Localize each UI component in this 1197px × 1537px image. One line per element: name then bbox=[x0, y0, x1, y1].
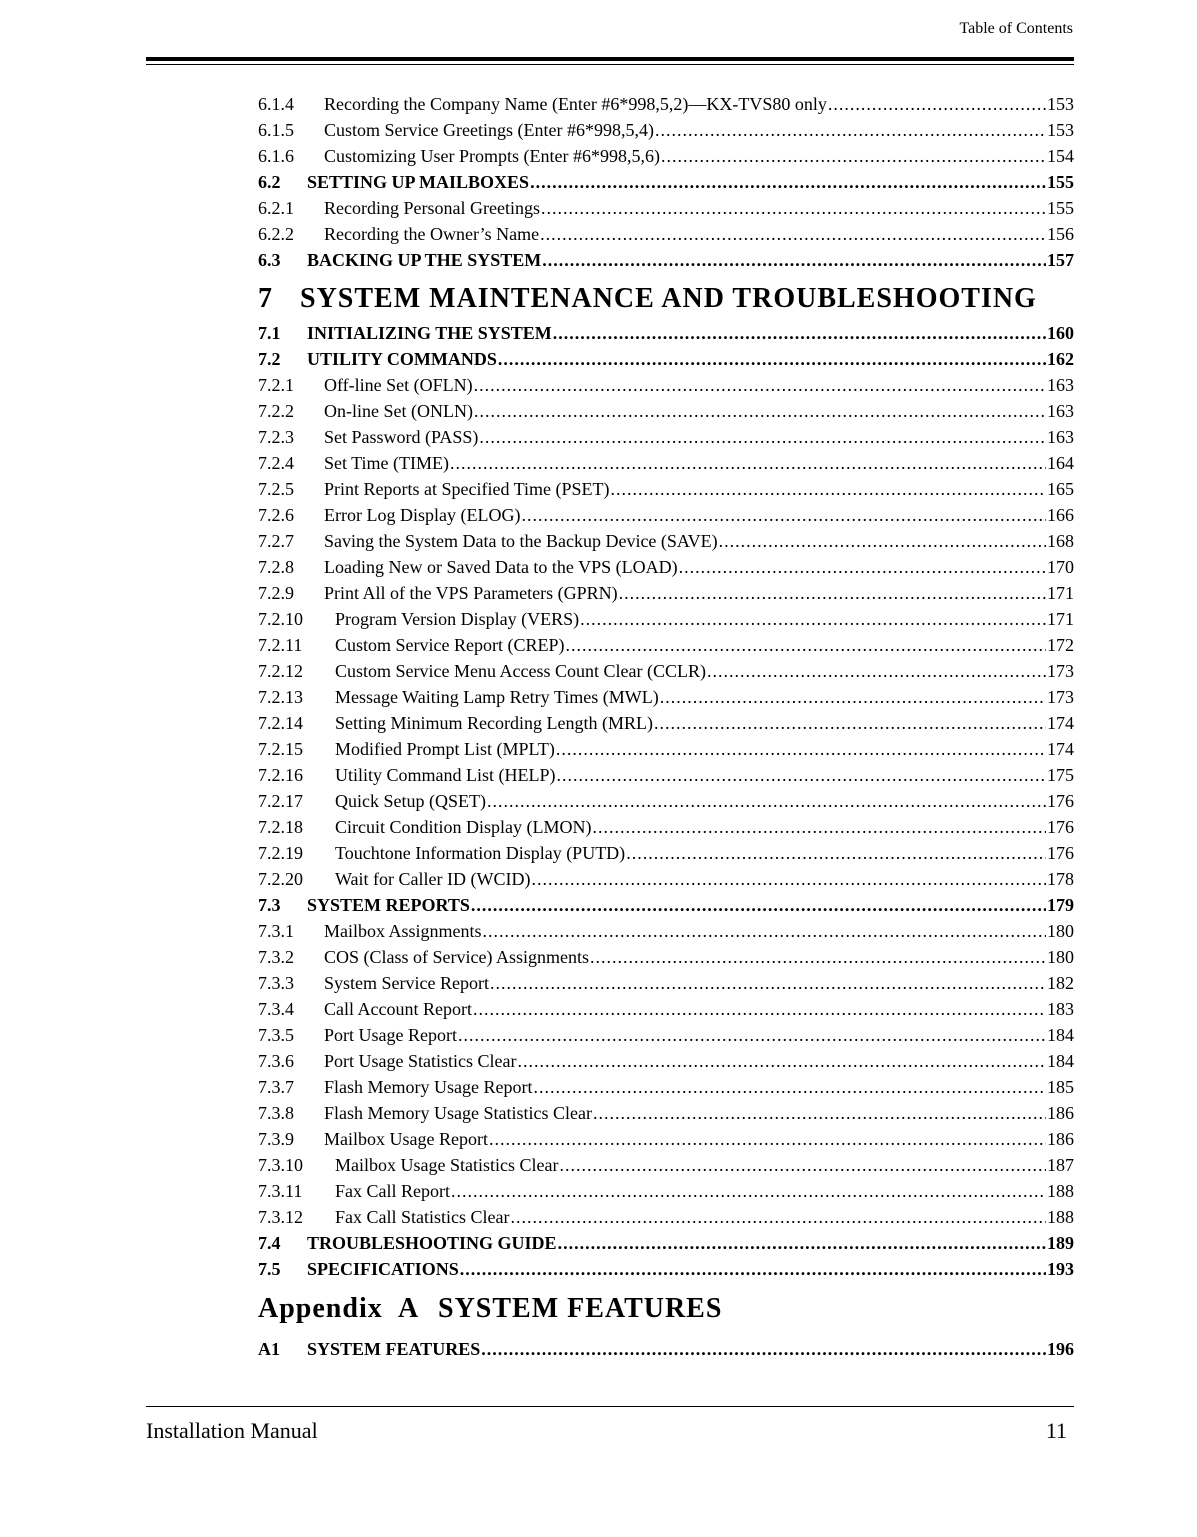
toc-entry-title: SYSTEM FEATURES bbox=[307, 1339, 481, 1359]
toc-entry-page: 182 bbox=[1047, 973, 1074, 993]
toc-entry-title: Circuit Condition Display (LMON) bbox=[335, 817, 592, 837]
toc-entry-page: 189 bbox=[1047, 1233, 1074, 1253]
dot-leader bbox=[553, 323, 1046, 344]
dot-leader bbox=[592, 817, 1046, 838]
toc-entry-number: 7.3.4 bbox=[258, 999, 294, 1019]
toc-entry-page: 175 bbox=[1047, 765, 1074, 785]
toc-entry-number: 7.2.6 bbox=[258, 505, 294, 525]
toc-entry-title: Set Password (PASS) bbox=[324, 427, 479, 447]
dot-leader bbox=[541, 198, 1046, 219]
dot-leader bbox=[540, 224, 1046, 245]
dot-leader bbox=[521, 505, 1046, 526]
toc-entry-title: On-line Set (ONLN) bbox=[324, 401, 473, 421]
toc-entry[interactable] bbox=[258, 453, 1074, 479]
toc-entry-title: Off-line Set (OFLN) bbox=[324, 375, 473, 395]
toc-entry[interactable] bbox=[258, 791, 1074, 817]
toc-entry-page: 165 bbox=[1047, 479, 1074, 499]
dot-leader bbox=[531, 869, 1046, 890]
toc-entry-number: 6.2.1 bbox=[258, 198, 294, 218]
toc-entry-title: Call Account Report bbox=[324, 999, 472, 1019]
toc-entry[interactable] bbox=[258, 609, 1074, 635]
toc-entry[interactable] bbox=[258, 713, 1074, 739]
toc-entry[interactable] bbox=[258, 843, 1074, 869]
appendix-word: Appendix bbox=[258, 1293, 383, 1324]
toc-entry[interactable] bbox=[258, 224, 1074, 250]
toc-entry-number: 7.2.12 bbox=[258, 661, 303, 681]
toc-entry[interactable] bbox=[258, 1077, 1074, 1103]
toc-entry-title: UTILITY COMMANDS bbox=[307, 349, 497, 369]
toc-entry-page: 186 bbox=[1047, 1103, 1074, 1123]
toc-entry[interactable] bbox=[258, 120, 1074, 146]
toc-entry-number: 7.2.11 bbox=[258, 635, 303, 655]
toc-entry-number: 7.2.7 bbox=[258, 531, 294, 551]
toc-entry-page: 183 bbox=[1047, 999, 1074, 1019]
toc-entry-title: Quick Setup (QSET) bbox=[335, 791, 486, 811]
toc-entry-page: 178 bbox=[1047, 869, 1074, 889]
toc-entry-title: SPECIFICATIONS bbox=[307, 1259, 459, 1279]
toc-entry[interactable] bbox=[258, 739, 1074, 765]
toc-entry-number: 7.2 bbox=[258, 349, 281, 369]
toc-entry[interactable] bbox=[258, 479, 1074, 505]
toc-section-entry[interactable] bbox=[258, 1339, 1074, 1365]
toc-entry-number: 7.3.8 bbox=[258, 1103, 294, 1123]
toc-entry-page: 176 bbox=[1047, 817, 1074, 837]
chapter-number: 7 bbox=[258, 283, 273, 314]
toc-section-entry[interactable] bbox=[258, 349, 1074, 375]
toc-section-entry[interactable] bbox=[258, 1259, 1074, 1285]
dot-leader bbox=[474, 375, 1046, 396]
toc-entry-title: Setting Minimum Recording Length (MRL) bbox=[335, 713, 653, 733]
toc-entry[interactable] bbox=[258, 531, 1074, 557]
dot-leader bbox=[479, 427, 1046, 448]
toc-entry-page: 164 bbox=[1047, 453, 1074, 473]
toc-entry-title: Mailbox Assignments bbox=[324, 921, 482, 941]
toc-entry-number: 7.3.2 bbox=[258, 947, 294, 967]
toc-entry-number: 6.3 bbox=[258, 250, 281, 270]
dot-leader bbox=[483, 921, 1046, 942]
dot-leader bbox=[489, 1129, 1046, 1150]
dot-leader bbox=[450, 453, 1046, 474]
toc-entry-number: 7.3.5 bbox=[258, 1025, 294, 1045]
toc-entry-page: 174 bbox=[1047, 713, 1074, 733]
toc-entry-page: 176 bbox=[1047, 791, 1074, 811]
dot-leader bbox=[654, 713, 1046, 734]
toc-entry-title: Message Waiting Lamp Retry Times (MWL) bbox=[335, 687, 659, 707]
toc-group-6 bbox=[258, 94, 1074, 276]
toc-group-7 bbox=[258, 323, 1074, 1285]
toc-entry-number: 7.2.1 bbox=[258, 375, 294, 395]
toc-entry[interactable] bbox=[258, 1207, 1074, 1233]
dot-leader bbox=[593, 1103, 1046, 1124]
toc-entry-page: 168 bbox=[1047, 531, 1074, 551]
toc-entry-number: 7.4 bbox=[258, 1233, 281, 1253]
toc-entry-title: COS (Class of Service) Assignments bbox=[324, 947, 589, 967]
toc-entry-page: 180 bbox=[1047, 947, 1074, 967]
toc-entry-number: 7.2.8 bbox=[258, 557, 294, 577]
dot-leader bbox=[655, 120, 1046, 141]
toc-entry-page: 155 bbox=[1047, 172, 1074, 192]
toc-entry-number: 7.2.16 bbox=[258, 765, 303, 785]
toc-entry-title: Loading New or Saved Data to the VPS (LOAD) bbox=[324, 557, 678, 577]
toc-entry-title: Saving the System Data to the Backup Device (SAVE) bbox=[324, 531, 718, 551]
toc-entry-page: 171 bbox=[1047, 583, 1074, 603]
toc-entry-number: 7.2.15 bbox=[258, 739, 303, 759]
toc-entry-title: Customizing User Prompts (Enter #6*998,5,6) bbox=[324, 146, 660, 166]
toc-entry-page: 154 bbox=[1047, 146, 1074, 166]
toc-entry[interactable] bbox=[258, 198, 1074, 224]
toc-entry-title: System Service Report bbox=[324, 973, 489, 993]
toc-entry-title: Custom Service Report (CREP) bbox=[335, 635, 565, 655]
toc-entry[interactable] bbox=[258, 635, 1074, 661]
toc-entry-page: 185 bbox=[1047, 1077, 1074, 1097]
toc-entry-title: Program Version Display (VERS) bbox=[335, 609, 580, 629]
toc-entry-title: Recording Personal Greetings bbox=[324, 198, 540, 218]
dot-leader bbox=[458, 1025, 1046, 1046]
toc-entry-title: Mailbox Usage Report bbox=[324, 1129, 488, 1149]
dot-leader bbox=[559, 1155, 1046, 1176]
dot-leader bbox=[590, 947, 1046, 968]
toc-entry[interactable] bbox=[258, 1025, 1074, 1051]
toc-group-appendix bbox=[258, 1339, 1074, 1365]
toc-entry-page: 187 bbox=[1047, 1155, 1074, 1175]
header-rule-thin bbox=[146, 64, 1074, 65]
toc-entry-page: 153 bbox=[1047, 94, 1074, 114]
dot-leader bbox=[707, 661, 1046, 682]
toc-entry[interactable] bbox=[258, 1155, 1074, 1181]
dot-leader bbox=[473, 999, 1046, 1020]
dot-leader bbox=[558, 1233, 1046, 1254]
toc-entry-title: Touchtone Information Display (PUTD) bbox=[335, 843, 626, 863]
dot-leader bbox=[661, 146, 1046, 167]
dot-leader bbox=[660, 687, 1046, 708]
toc-entry[interactable] bbox=[258, 583, 1074, 609]
toc-entry-page: 173 bbox=[1047, 687, 1074, 707]
dot-leader bbox=[719, 531, 1046, 552]
toc-entry[interactable] bbox=[258, 401, 1074, 427]
toc-entry[interactable] bbox=[258, 146, 1074, 172]
toc-entry-title: Custom Service Greetings (Enter #6*998,5,4) bbox=[324, 120, 654, 140]
toc-entry[interactable] bbox=[258, 999, 1074, 1025]
appendix-letter: A bbox=[398, 1293, 420, 1324]
toc-entry-number: 6.1.6 bbox=[258, 146, 294, 166]
toc-entry-number: 7.3.9 bbox=[258, 1129, 294, 1149]
toc-entry-number: 7.2.2 bbox=[258, 401, 294, 421]
toc-entry-page: 157 bbox=[1047, 250, 1074, 270]
toc-entry-number: 7.3.6 bbox=[258, 1051, 294, 1071]
toc-section-entry[interactable] bbox=[258, 895, 1074, 921]
toc-entry-title: Mailbox Usage Statistics Clear bbox=[335, 1155, 559, 1175]
dot-leader bbox=[471, 895, 1046, 916]
toc-entry[interactable] bbox=[258, 1051, 1074, 1077]
toc-entry[interactable] bbox=[258, 1181, 1074, 1207]
toc-entry-title: Modified Prompt List (MPLT) bbox=[335, 739, 555, 759]
header-rule-thick bbox=[146, 57, 1074, 61]
toc-entry-number: 6.2 bbox=[258, 172, 281, 192]
toc-entry-number: 7.2.20 bbox=[258, 869, 303, 889]
toc-entry[interactable] bbox=[258, 973, 1074, 999]
toc-entry-title: Set Time (TIME) bbox=[324, 453, 450, 473]
toc-entry-number: 7.2.13 bbox=[258, 687, 303, 707]
toc-entry-title: Flash Memory Usage Report bbox=[324, 1077, 533, 1097]
toc-entry-number: 7.2.10 bbox=[258, 609, 303, 629]
footer-rule bbox=[146, 1406, 1074, 1407]
running-header: Table of Contents bbox=[959, 20, 1073, 37]
toc-entry[interactable] bbox=[258, 947, 1074, 973]
toc-entry[interactable] bbox=[258, 921, 1074, 947]
dot-leader bbox=[530, 172, 1046, 193]
toc-entry[interactable] bbox=[258, 505, 1074, 531]
toc-entry-number: 7.3.12 bbox=[258, 1207, 303, 1227]
toc-entry-page: 184 bbox=[1047, 1025, 1074, 1045]
toc-entry-page: 160 bbox=[1047, 323, 1074, 343]
toc-entry-title: TROUBLESHOOTING GUIDE bbox=[307, 1233, 557, 1253]
toc-entry-title: SETTING UP MAILBOXES bbox=[307, 172, 530, 192]
toc-entry-number: 7.5 bbox=[258, 1259, 281, 1279]
toc-entry[interactable] bbox=[258, 427, 1074, 453]
toc-entry[interactable] bbox=[258, 375, 1074, 401]
dot-leader bbox=[619, 583, 1046, 604]
dot-leader bbox=[451, 1181, 1046, 1202]
toc-entry-page: 153 bbox=[1047, 120, 1074, 140]
dot-leader bbox=[498, 349, 1046, 370]
footer-manual-title: Installation Manual bbox=[146, 1418, 318, 1443]
toc-entry-title: Fax Call Statistics Clear bbox=[335, 1207, 510, 1227]
toc-entry-page: 173 bbox=[1047, 661, 1074, 681]
toc-entry-page: 174 bbox=[1047, 739, 1074, 759]
toc-entry-title: INITIALIZING THE SYSTEM bbox=[307, 323, 552, 343]
toc-entry-title: Recording the Owner’s Name bbox=[324, 224, 540, 244]
toc-entry-number: 7.2.18 bbox=[258, 817, 303, 837]
toc-entry-page: 162 bbox=[1047, 349, 1074, 369]
toc-entry[interactable] bbox=[258, 869, 1074, 895]
toc-section-entry[interactable] bbox=[258, 323, 1074, 349]
toc-entry-title: Print Reports at Specified Time (PSET) bbox=[324, 479, 610, 499]
toc-entry-page: 156 bbox=[1047, 224, 1074, 244]
toc-entry-page: 163 bbox=[1047, 427, 1074, 447]
dot-leader bbox=[533, 1077, 1046, 1098]
toc-entry-page: 176 bbox=[1047, 843, 1074, 863]
toc-entry-number: 6.1.4 bbox=[258, 94, 294, 114]
toc-entry-number: 7.2.19 bbox=[258, 843, 303, 863]
toc-entry-number: A1 bbox=[258, 1339, 280, 1359]
toc-entry-page: 166 bbox=[1047, 505, 1074, 525]
toc-entry[interactable] bbox=[258, 765, 1074, 791]
toc-entry-title: BACKING UP THE SYSTEM bbox=[307, 250, 542, 270]
toc-entry-title: Utility Command List (HELP) bbox=[335, 765, 556, 785]
toc-entry-number: 7.2.9 bbox=[258, 583, 294, 603]
toc-entry-page: 184 bbox=[1047, 1051, 1074, 1071]
toc-entry-page: 186 bbox=[1047, 1129, 1074, 1149]
toc-entry-page: 171 bbox=[1047, 609, 1074, 629]
toc-entry-number: 7.3.7 bbox=[258, 1077, 294, 1097]
toc-entry[interactable] bbox=[258, 661, 1074, 687]
toc-entry-title: Recording the Company Name (Enter #6*998,5,2)—KX-TVS80 only bbox=[324, 94, 827, 114]
dot-leader bbox=[474, 401, 1046, 422]
toc-entry-number: 7.3.1 bbox=[258, 921, 294, 941]
toc-entry-number: 7.2.17 bbox=[258, 791, 303, 811]
toc-entry-number: 7.3.11 bbox=[258, 1181, 303, 1201]
toc-entry-number: 7.3.3 bbox=[258, 973, 294, 993]
dot-leader bbox=[542, 250, 1046, 271]
chapter-heading-7 bbox=[258, 283, 1074, 323]
toc-section-entry[interactable] bbox=[258, 250, 1074, 276]
toc-entry-number: 7.2.14 bbox=[258, 713, 303, 733]
dot-leader bbox=[557, 765, 1047, 786]
toc-entry-number: 7.3 bbox=[258, 895, 281, 915]
toc-entry-title: Port Usage Statistics Clear bbox=[324, 1051, 517, 1071]
toc-entry-title: Custom Service Menu Access Count Clear (CCLR) bbox=[335, 661, 706, 681]
table-of-contents bbox=[258, 94, 1074, 1365]
toc-entry-number: 6.1.5 bbox=[258, 120, 294, 140]
dot-leader bbox=[611, 479, 1047, 500]
dot-leader bbox=[510, 1207, 1046, 1228]
toc-entry-page: 163 bbox=[1047, 401, 1074, 421]
toc-entry-page: 172 bbox=[1047, 635, 1074, 655]
toc-entry-title: Flash Memory Usage Statistics Clear bbox=[324, 1103, 592, 1123]
toc-entry-page: 188 bbox=[1047, 1181, 1074, 1201]
toc-entry[interactable] bbox=[258, 1129, 1074, 1155]
toc-entry-title: Port Usage Report bbox=[324, 1025, 457, 1045]
toc-entry-title: Wait for Caller ID (WCID) bbox=[335, 869, 531, 889]
toc-entry-page: 180 bbox=[1047, 921, 1074, 941]
dot-leader bbox=[828, 94, 1046, 115]
toc-entry[interactable] bbox=[258, 1103, 1074, 1129]
dot-leader bbox=[679, 557, 1046, 578]
toc-entry-title: Error Log Display (ELOG) bbox=[324, 505, 521, 525]
dot-leader bbox=[490, 973, 1046, 994]
toc-section-entry[interactable] bbox=[258, 172, 1074, 198]
toc-entry-title: Print All of the VPS Parameters (GPRN) bbox=[324, 583, 618, 603]
toc-entry-page: 179 bbox=[1047, 895, 1074, 915]
toc-section-entry[interactable] bbox=[258, 1233, 1074, 1259]
dot-leader bbox=[580, 609, 1046, 630]
toc-entry-number: 7.1 bbox=[258, 323, 281, 343]
footer-page-number: 11 bbox=[1045, 1418, 1067, 1443]
toc-entry-number: 7.3.10 bbox=[258, 1155, 303, 1175]
dot-leader bbox=[556, 739, 1046, 760]
toc-entry[interactable] bbox=[258, 94, 1074, 120]
toc-entry-number: 6.2.2 bbox=[258, 224, 294, 244]
dot-leader bbox=[481, 1339, 1046, 1360]
toc-entry[interactable] bbox=[258, 817, 1074, 843]
toc-entry-title: Fax Call Report bbox=[335, 1181, 450, 1201]
toc-entry-page: 188 bbox=[1047, 1207, 1074, 1227]
dot-leader bbox=[565, 635, 1046, 656]
toc-entry-page: 155 bbox=[1047, 198, 1074, 218]
toc-entry[interactable] bbox=[258, 557, 1074, 583]
toc-entry[interactable] bbox=[258, 687, 1074, 713]
dot-leader bbox=[626, 843, 1046, 864]
dot-leader bbox=[460, 1259, 1046, 1280]
toc-entry-number: 7.2.4 bbox=[258, 453, 294, 473]
appendix-title: SYSTEM FEATURES bbox=[438, 1293, 723, 1324]
appendix-heading bbox=[258, 1293, 1074, 1339]
toc-entry-page: 193 bbox=[1047, 1259, 1074, 1279]
toc-entry-number: 7.2.5 bbox=[258, 479, 294, 499]
toc-entry-page: 170 bbox=[1047, 557, 1074, 577]
toc-entry-page: 196 bbox=[1047, 1339, 1074, 1359]
dot-leader bbox=[517, 1051, 1046, 1072]
toc-entry-title: SYSTEM REPORTS bbox=[307, 895, 470, 915]
dot-leader bbox=[487, 791, 1046, 812]
chapter-title: SYSTEM MAINTENANCE AND TROUBLESHOOTING bbox=[300, 283, 1037, 314]
toc-entry-page: 163 bbox=[1047, 375, 1074, 395]
toc-entry-number: 7.2.3 bbox=[258, 427, 294, 447]
